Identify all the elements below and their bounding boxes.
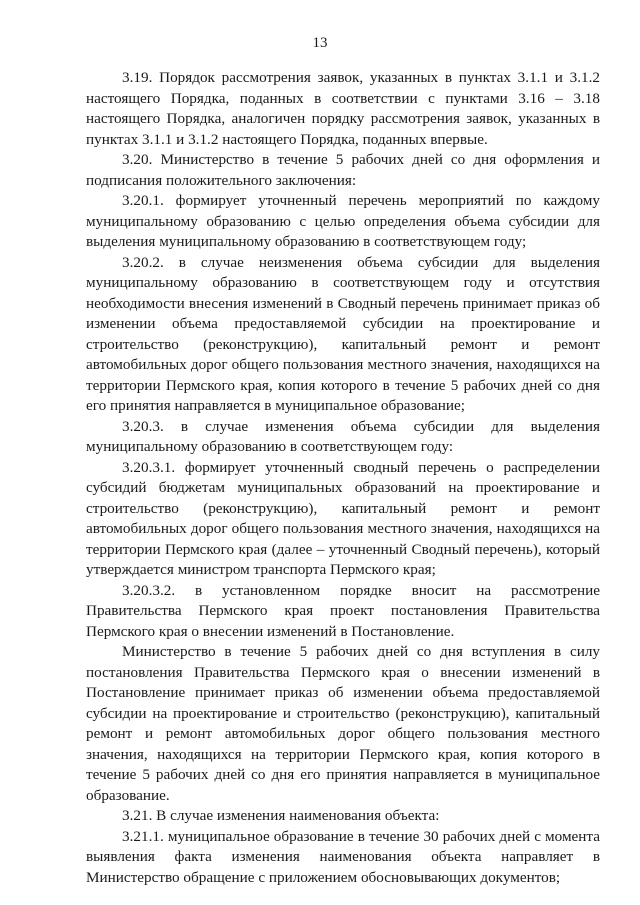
page-number: 13 [312, 35, 328, 51]
paragraph-3-20-3-2: 3.20.3.2. в установленном порядке вносит на рассмотрение Правительства Пермского края проект постановления Правительства Пермского края о внесении изменений в Постановление. [86, 581, 600, 640]
paragraph-ministry-order: Министерство в течение 5 рабочих дней со дня вступления в силу постановления Правительства Пермского края о внесении изменений в Постановление принимает приказ об изменении объема предоставляемой субсидии на проектирование и строительство (реконструкцию), капитальный ремонт и ремонт автомобильных дорог общего пользования местного значения, находящихся на территории Пермского края, копия которого в течение 5 рабочих дней со дня его принятия направляется в муниципальное образование. [86, 643, 600, 804]
paragraph-3-19: 3.19. Порядок рассмотрения заявок, указанных в пунктах 3.1.1 и 3.1.2 настоящего Порядка, поданных в соответствии с пунктами 3.16 – 3.18 настоящего Порядка, аналогичен порядку рассмотрения заявок, указанных в пунктах 3.1.1 и 3.1.2 настоящего Порядка, поданных впервые. [86, 69, 600, 148]
paragraph-3-21: 3.21. В случае изменения наименования объекта: [122, 807, 440, 824]
paragraph-3-20-3: 3.20.3. в случае изменения объема субсидии для выделения муниципальному образованию в соответствующем году: [86, 417, 600, 455]
paragraph-3-20-2: 3.20.2. в случае неизменения объема субсидии для выделения муниципальному образованию в соответствующем году и отсутствия необходимости внесения изменений в Сводный перечень принимает приказ об изменении объема предоставляемой субсидии на проектирование и строительство (реконструкцию), капитальный ремонт и ремонт автомобильных дорог общего пользования местного значения, находящихся на территории Пермского края, копия которого в течение 5 рабочих дней со дня его принятия направляется в муниципальное образование; [86, 253, 600, 414]
paragraph-3-21-1: 3.21.1. муниципальное образование в течение 30 рабочих дней с момента выявления факта изменения наименования объекта направляет в Министерство обращение с приложением обосновывающих документов; [86, 827, 600, 886]
paragraph-3-20-3-1: 3.20.3.1. формирует уточненный сводный перечень о распределении субсидий бюджетам муниципальных образований на проектирование и строительство (реконструкцию), капитальный ремонт и ремонт автомобильных дорог общего пользования местного значения, находящихся на территории Пермского края (далее – уточненный Сводный перечень), который утверждается министром транспорта Пермского края; [86, 458, 600, 578]
paragraph-3-20: 3.20. Министерство в течение 5 рабочих дней со дня оформления и подписания положительного заключения: [86, 151, 600, 189]
document-body [86, 68, 600, 888]
paragraph-3-20-1: 3.20.1. формирует уточненный перечень мероприятий по каждому муниципальному образованию с целью определения объема субсидии для выделения муниципальному образованию в соответствующем году; [86, 192, 600, 250]
